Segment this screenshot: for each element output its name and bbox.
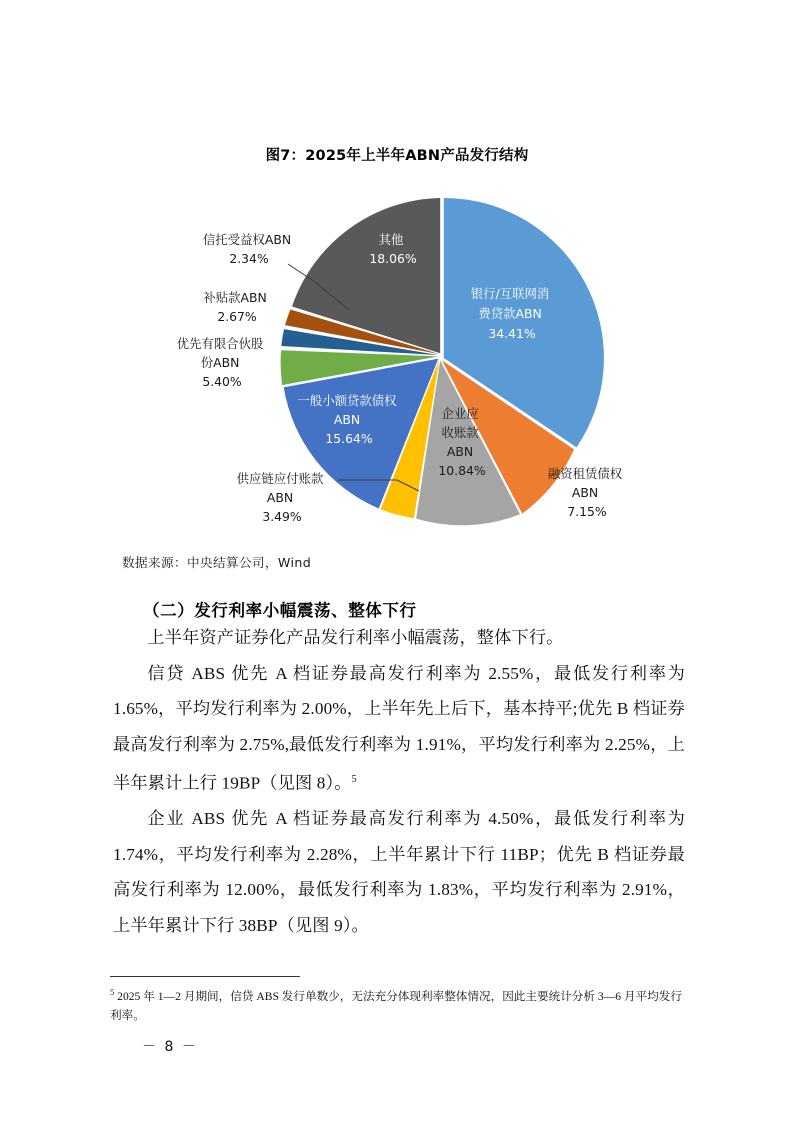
- paragraph-intro: 上半年资产证券化产品发行利率小幅震荡，整体下行。: [147, 628, 564, 647]
- paragraph-enterprise-abs: 企业 ABS 优先 A 档证券最高发行利率为 4.50%，最低发行利率为 1.74%，平均发行利率为 2.28%，上半年累计下行 11BP；优先 B 档证券最高发行利率为 12.00%，最低发行利率为 1.83%，平均发行利率为 2.91%，上半年累计下行 38BP（见图 9）。: [113, 809, 685, 935]
- pie-label-trust-beneficiary-rights: 信托受益权ABN 2.34%: [202, 232, 292, 266]
- paragraph-credit-abs-text: 信贷 ABS 优先 A 档证券最高发行利率为 2.55%，最低发行利率为 1.65%，平均发行利率为 2.00%，上半年先上后下，基本持平;优先 B 档证券最高发行利率为 2.75%,最低发行利率为 1.91%，平均发行利率为 2.25%，上半年累计上行 19BP（见图 8）。: [113, 663, 685, 793]
- pie-label-preferred-limited-partnership: 优先有限合伙股 份ABN 5.40%: [176, 336, 264, 389]
- footnote-5: [110, 983, 682, 1025]
- pie-label-general-microloan-claims: 一般小额贷款债权 ABN 15.64%: [297, 393, 397, 446]
- footnote-ref-5: 5: [351, 774, 357, 785]
- pie-label-subsidy-payment: 补贴款ABN 2.67%: [203, 290, 267, 324]
- footnote-text: 2025 年 1—2 月期间，信贷 ABS 发行单数少，无法充分体现利率整体情况，因此主要统计分析 3—6 月平均发行利率。: [110, 989, 682, 1022]
- footnote-divider: [110, 976, 300, 977]
- pie-label-others: 其他 18.06%: [369, 232, 417, 266]
- pie-label-supply-chain-payables: 供应链应付账款 ABN 3.49%: [236, 471, 324, 524]
- pie-label-bank-internet-consumer-loan: 银行/互联网消 费贷款ABN 34.41%: [470, 286, 550, 341]
- figure-source-note: 数据来源：中央结算公司，Wind: [122, 555, 312, 570]
- body-content: [113, 620, 685, 943]
- section-heading: （二）发行利率小幅震荡、整体下行: [143, 601, 417, 620]
- page-number: － 8 －: [142, 1039, 198, 1055]
- pie-chart-svg: [97, 178, 697, 543]
- pie-chart-figure: [97, 178, 697, 543]
- paragraph-credit-abs: [113, 656, 685, 802]
- pie-label-enterprise-receivables: 企业应 收账款 ABN 10.84%: [438, 406, 486, 478]
- figure-title: 图7：2025年上半年ABN产品发行结构: [265, 148, 529, 164]
- footnote-mark: 5: [110, 987, 115, 997]
- pie-label-financial-lease-claims: 融资租赁债权 ABN 7.15%: [547, 466, 623, 519]
